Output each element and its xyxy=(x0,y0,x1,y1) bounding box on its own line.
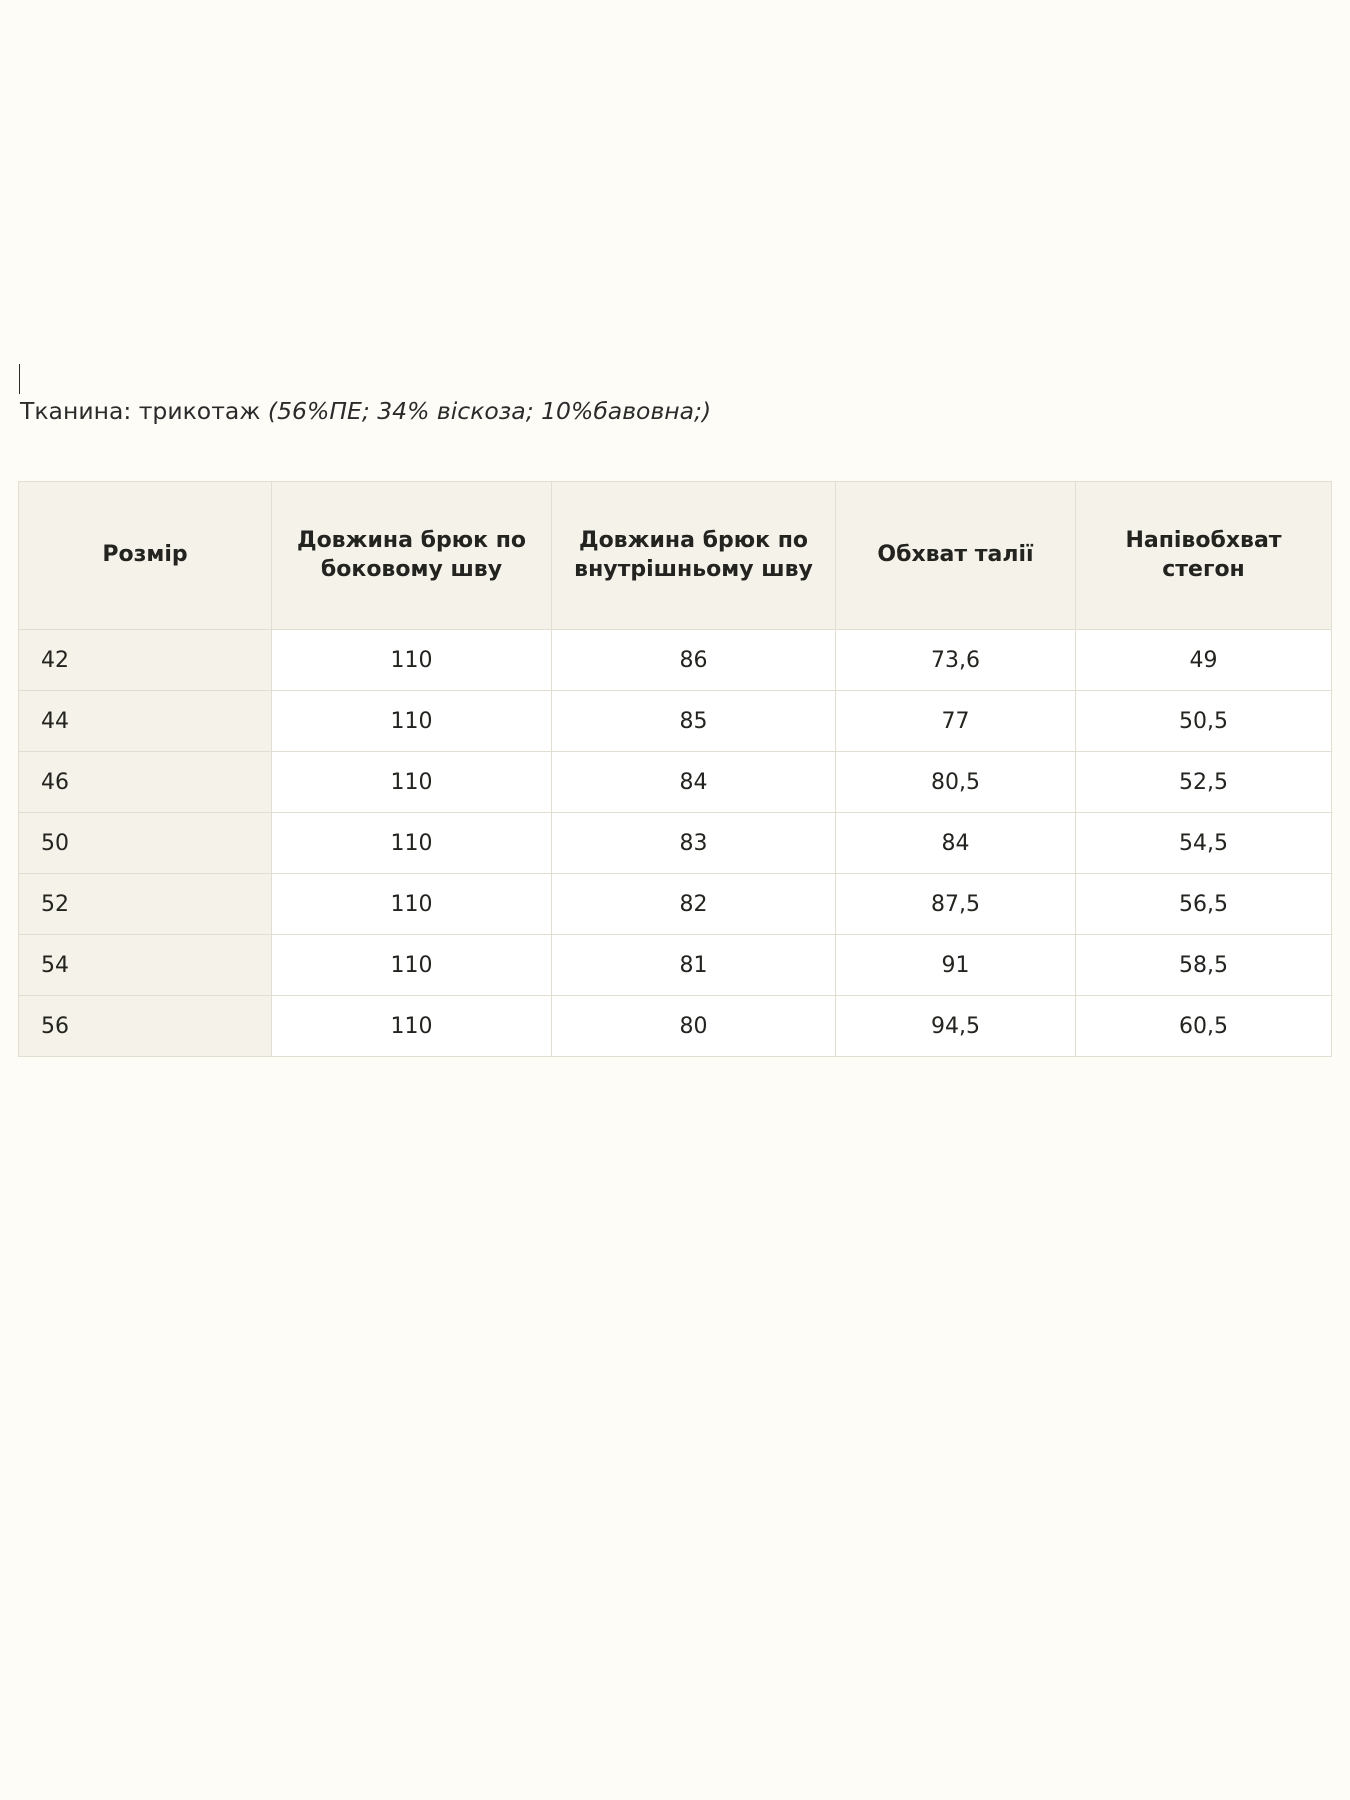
cell-inseam: 86 xyxy=(552,630,836,691)
table-header xyxy=(19,482,1332,630)
cell-half-hip: 56,5 xyxy=(1076,874,1332,935)
cell-half-hip: 54,5 xyxy=(1076,813,1332,874)
cell-waist: 80,5 xyxy=(836,752,1076,813)
fabric-composition-line xyxy=(20,396,711,427)
cell-size: 44 xyxy=(19,691,272,752)
cell-size: 52 xyxy=(19,874,272,935)
cell-size: 42 xyxy=(19,630,272,691)
column-header-size: Розмір xyxy=(19,482,272,630)
fabric-label: Тканина: трикотаж xyxy=(20,396,268,425)
cell-side-length: 110 xyxy=(272,935,552,996)
table-row xyxy=(19,996,1332,1057)
fabric-composition: (56%ПЕ; 34% віскоза; 10%бавовна;) xyxy=(267,396,712,425)
text-cursor xyxy=(19,364,20,394)
table-row xyxy=(19,874,1332,935)
cell-size: 54 xyxy=(19,935,272,996)
cell-half-hip: 49 xyxy=(1076,630,1332,691)
table-row xyxy=(19,752,1332,813)
table-row xyxy=(19,691,1332,752)
cell-size: 50 xyxy=(19,813,272,874)
column-header-inseam: Довжина брюк по внутрішньому шву xyxy=(552,482,836,630)
table-body xyxy=(19,630,1332,1057)
cell-side-length: 110 xyxy=(272,691,552,752)
cell-side-length: 110 xyxy=(272,996,552,1057)
cell-waist: 91 xyxy=(836,935,1076,996)
size-chart-container xyxy=(18,481,1331,1057)
table-row xyxy=(19,813,1332,874)
cell-inseam: 85 xyxy=(552,691,836,752)
cell-half-hip: 52,5 xyxy=(1076,752,1332,813)
cell-half-hip: 50,5 xyxy=(1076,691,1332,752)
column-header-side-length: Довжина брюк по боковому шву xyxy=(272,482,552,630)
column-header-half-hip: Напівобхват стегон xyxy=(1076,482,1332,630)
cell-waist: 84 xyxy=(836,813,1076,874)
cell-inseam: 84 xyxy=(552,752,836,813)
cell-side-length: 110 xyxy=(272,752,552,813)
cell-inseam: 82 xyxy=(552,874,836,935)
cell-inseam: 81 xyxy=(552,935,836,996)
table-row xyxy=(19,630,1332,691)
cell-side-length: 110 xyxy=(272,630,552,691)
column-header-waist: Обхват талії xyxy=(836,482,1076,630)
cell-size: 46 xyxy=(19,752,272,813)
cell-waist: 77 xyxy=(836,691,1076,752)
cell-waist: 87,5 xyxy=(836,874,1076,935)
table-header-row xyxy=(19,482,1332,630)
cell-inseam: 80 xyxy=(552,996,836,1057)
cell-inseam: 83 xyxy=(552,813,836,874)
cell-waist: 73,6 xyxy=(836,630,1076,691)
cell-size: 56 xyxy=(19,996,272,1057)
cell-waist: 94,5 xyxy=(836,996,1076,1057)
cell-side-length: 110 xyxy=(272,813,552,874)
cell-half-hip: 58,5 xyxy=(1076,935,1332,996)
size-chart-table xyxy=(18,481,1332,1057)
table-row xyxy=(19,935,1332,996)
cell-side-length: 110 xyxy=(272,874,552,935)
cell-half-hip: 60,5 xyxy=(1076,996,1332,1057)
